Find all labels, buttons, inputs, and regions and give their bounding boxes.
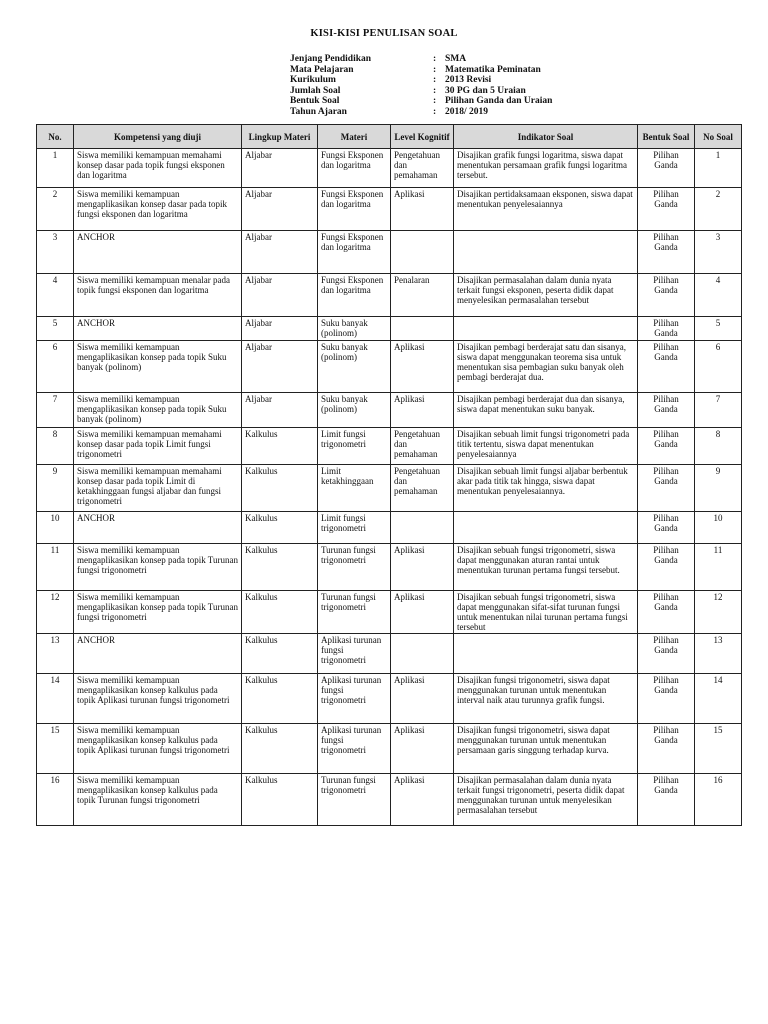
cell-level-kognitif: Aplikasi [391, 674, 454, 724]
cell-no: 14 [37, 674, 74, 724]
cell-indikator-soal [454, 634, 638, 674]
meta-colon: : [433, 85, 437, 96]
cell-bentuk-soal: Pilihan Ganda [638, 512, 695, 544]
cell-no-soal: 10 [695, 512, 742, 544]
cell-bentuk-soal: Pilihan Ganda [638, 465, 695, 512]
cell-no-soal: 5 [695, 317, 742, 341]
cell-lingkup-materi: Kalkulus [242, 544, 318, 591]
cell-no: 2 [37, 188, 74, 231]
meta-row [290, 65, 552, 76]
meta-colon: : [433, 96, 437, 106]
cell-lingkup-materi: Kalkulus [242, 634, 318, 674]
cell-bentuk-soal: Pilihan Ganda [638, 341, 695, 393]
cell-no-soal: 7 [695, 393, 742, 428]
cell-bentuk-soal: Pilihan Ganda [638, 231, 695, 274]
cell-level-kognitif: Aplikasi [391, 591, 454, 634]
cell-indikator-soal: Disajikan sebuah fungsi trigonometri, siswa dapat menggunakan sifat-sifat turunan fungsi untuk menentukan nilai turunan pertama fungsi tersebut [454, 591, 638, 634]
cell-level-kognitif [391, 231, 454, 274]
cell-level-kognitif: Pengetahuan dan pemahaman [391, 428, 454, 465]
cell-materi: Turunan fungsi trigonometri [318, 544, 391, 591]
cell-level-kognitif [391, 512, 454, 544]
meta-colon: : [433, 75, 437, 85]
cell-kompetensi: Siswa memiliki kemampuan mengaplikasikan konsep kalkulus pada topik Aplikasi turunan fungsi trigonometri [74, 724, 242, 774]
cell-materi: Fungsi Eksponen dan logaritma [318, 231, 391, 274]
cell-no-soal: 6 [695, 341, 742, 393]
cell-materi: Aplikasi turunan fungsi trigonometri [318, 724, 391, 774]
cell-materi: Suku banyak (polinom) [318, 393, 391, 428]
cell-kompetensi: ANCHOR [74, 512, 242, 544]
table-row [37, 724, 742, 774]
cell-kompetensi: Siswa memiliki kemampuan mengaplikasikan konsep pada topik Suku banyak (polinom) [74, 393, 242, 428]
cell-indikator-soal: Disajikan pembagi berderajat dua dan sisanya, siswa dapat menentukan suku banyak. [454, 393, 638, 428]
table-row [37, 774, 742, 826]
table-row [37, 188, 742, 231]
cell-lingkup-materi: Kalkulus [242, 674, 318, 724]
table-row [37, 317, 742, 341]
cell-no: 8 [37, 428, 74, 465]
cell-indikator-soal [454, 317, 638, 341]
cell-lingkup-materi: Kalkulus [242, 512, 318, 544]
cell-no-soal: 4 [695, 274, 742, 317]
cell-lingkup-materi: Aljabar [242, 393, 318, 428]
header-indikator-soal: Indikator Soal [454, 125, 638, 149]
meta-label: Tahun Ajaran [290, 106, 347, 117]
meta-label: Jumlah Soal [290, 85, 341, 96]
cell-indikator-soal [454, 512, 638, 544]
cell-no: 1 [37, 149, 74, 188]
cell-materi: Fungsi Eksponen dan logaritma [318, 188, 391, 231]
cell-no: 16 [37, 774, 74, 826]
cell-bentuk-soal: Pilihan Ganda [638, 428, 695, 465]
cell-indikator-soal: Disajikan pertidaksamaan eksponen, siswa dapat menentukan penyelesaiannya [454, 188, 638, 231]
cell-no: 15 [37, 724, 74, 774]
header-no-soal: No Soal [695, 125, 742, 149]
meta-row [290, 107, 552, 118]
cell-kompetensi: ANCHOR [74, 231, 242, 274]
cell-materi: Aplikasi turunan fungsi trigonometri [318, 634, 391, 674]
header-level-kognitif: Level Kognitif [391, 125, 454, 149]
cell-kompetensi: Siswa memiliki kemampuan mengaplikasikan konsep pada topik Suku banyak (polinom) [74, 341, 242, 393]
cell-indikator-soal: Disajikan permasalahan dalam dunia nyata terkait fungsi trigonometri, peserta didik dapat menggunakan turunan untuk menyelesikan permasalahan tersebut [454, 774, 638, 826]
table-row [37, 591, 742, 634]
cell-materi: Limit fungsi trigonometri [318, 428, 391, 465]
meta-value: 2018/ 2019 [445, 106, 489, 117]
cell-kompetensi: Siswa memiliki kemampuan mengaplikasikan konsep dasar pada topik fungsi eksponen dan logaritma [74, 188, 242, 231]
cell-lingkup-materi: Aljabar [242, 317, 318, 341]
cell-no: 10 [37, 512, 74, 544]
cell-level-kognitif: Aplikasi [391, 724, 454, 774]
meta-label: Mata Pelajaran [290, 64, 354, 75]
meta-row [290, 54, 552, 65]
cell-lingkup-materi: Aljabar [242, 274, 318, 317]
table-row [37, 274, 742, 317]
cell-materi: Fungsi Eksponen dan logaritma [318, 149, 391, 188]
cell-indikator-soal: Disajikan sebuah fungsi trigonometri, siswa dapat menggunakan aturan rantai untuk menentukan turunan pertama fungsi tersebut. [454, 544, 638, 591]
cell-bentuk-soal: Pilihan Ganda [638, 393, 695, 428]
meta-colon: : [433, 64, 437, 75]
cell-lingkup-materi: Aljabar [242, 341, 318, 393]
cell-kompetensi: Siswa memiliki kemampuan mengaplikasikan konsep kalkulus pada topik Turunan fungsi trigonometri [74, 774, 242, 826]
cell-materi: Turunan fungsi trigonometri [318, 591, 391, 634]
cell-bentuk-soal: Pilihan Ganda [638, 774, 695, 826]
cell-bentuk-soal: Pilihan Ganda [638, 634, 695, 674]
cell-indikator-soal: Disajikan fungsi trigonometri, siswa dapat menggunakan turunan untuk menentukan persamaan garis singgung terhadap kurva. [454, 724, 638, 774]
cell-level-kognitif: Penalaran [391, 274, 454, 317]
cell-bentuk-soal: Pilihan Ganda [638, 724, 695, 774]
cell-no-soal: 8 [695, 428, 742, 465]
cell-indikator-soal: Disajikan sebuah limit fungsi aljabar berbentuk akar pada titik tak hingga, siswa dapat menentukan penyelesaiannya. [454, 465, 638, 512]
cell-level-kognitif: Aplikasi [391, 544, 454, 591]
cell-bentuk-soal: Pilihan Ganda [638, 149, 695, 188]
cell-materi: Suku banyak (polinom) [318, 341, 391, 393]
table-row [37, 341, 742, 393]
meta-colon: : [433, 106, 437, 117]
cell-bentuk-soal: Pilihan Ganda [638, 317, 695, 341]
cell-lingkup-materi: Kalkulus [242, 591, 318, 634]
cell-lingkup-materi: Aljabar [242, 149, 318, 188]
meta-row [290, 86, 552, 97]
header-bentuk-soal: Bentuk Soal [638, 125, 695, 149]
cell-kompetensi: Siswa memiliki kemampuan mengaplikasikan konsep pada topik Turunan fungsi trigonometri [74, 544, 242, 591]
document-title: KISI-KISI PENULISAN SOAL [310, 28, 458, 39]
header-lingkup-materi: Lingkup Materi [242, 125, 318, 149]
cell-kompetensi: Siswa memiliki kemampuan mengaplikasikan konsep kalkulus pada topik Aplikasi turunan fungsi trigonometri [74, 674, 242, 724]
cell-indikator-soal: Disajikan pembagi berderajat satu dan sisanya, siswa dapat menggunakan teorema sisa untuk menentukan sisa pembagian suku banyak oleh pembagi berderajat dua. [454, 341, 638, 393]
cell-no-soal: 2 [695, 188, 742, 231]
cell-kompetensi: ANCHOR [74, 317, 242, 341]
cell-kompetensi: Siswa memiliki kemampuan mengaplikasikan konsep pada topik Turunan fungsi trigonometri [74, 591, 242, 634]
cell-indikator-soal: Disajikan permasalahan dalam dunia nyata terkait fungsi eksponen, peserta didik dapat menyelesikan permasalahan tersebut [454, 274, 638, 317]
cell-level-kognitif: Aplikasi [391, 341, 454, 393]
cell-indikator-soal [454, 231, 638, 274]
meta-row [290, 96, 552, 107]
cell-lingkup-materi: Aljabar [242, 231, 318, 274]
header-materi: Materi [318, 125, 391, 149]
cell-no-soal: 9 [695, 465, 742, 512]
table-row [37, 149, 742, 188]
cell-materi: Aplikasi turunan fungsi trigonometri [318, 674, 391, 724]
table-row [37, 393, 742, 428]
cell-no: 4 [37, 274, 74, 317]
meta-label: Kurikulum [290, 75, 336, 85]
cell-no: 9 [37, 465, 74, 512]
cell-no-soal: 11 [695, 544, 742, 591]
cell-no: 6 [37, 341, 74, 393]
cell-lingkup-materi: Kalkulus [242, 774, 318, 826]
cell-no-soal: 16 [695, 774, 742, 826]
meta-value: Pilihan Ganda dan Uraian [445, 96, 553, 106]
header-no: No. [37, 125, 74, 149]
cell-level-kognitif [391, 634, 454, 674]
cell-bentuk-soal: Pilihan Ganda [638, 591, 695, 634]
cell-no: 3 [37, 231, 74, 274]
meta-label: Jenjang Pendidikan [290, 54, 372, 64]
cell-lingkup-materi: Kalkulus [242, 465, 318, 512]
cell-no: 12 [37, 591, 74, 634]
cell-no: 13 [37, 634, 74, 674]
cell-no-soal: 1 [695, 149, 742, 188]
cell-indikator-soal: Disajikan fungsi trigonometri, siswa dapat menggunakan turunan untuk menentukan interval naik atau turunnya grafik fungsi. [454, 674, 638, 724]
meta-value: 2013 Revisi [445, 75, 492, 85]
cell-no: 7 [37, 393, 74, 428]
cell-no-soal: 12 [695, 591, 742, 634]
cell-indikator-soal: Disajikan grafik fungsi logaritma, siswa dapat menentukan persamaan grafik fungsi logaritma tersebut. [454, 149, 638, 188]
cell-no: 11 [37, 544, 74, 591]
cell-materi: Suku banyak (polinom) [318, 317, 391, 341]
table-row [37, 428, 742, 465]
cell-level-kognitif [391, 317, 454, 341]
cell-level-kognitif: Aplikasi [391, 774, 454, 826]
cell-level-kognitif: Aplikasi [391, 188, 454, 231]
kisi-kisi-table [36, 124, 742, 826]
cell-bentuk-soal: Pilihan Ganda [638, 274, 695, 317]
cell-lingkup-materi: Aljabar [242, 188, 318, 231]
document-meta [290, 54, 552, 117]
cell-no-soal: 3 [695, 231, 742, 274]
cell-no-soal: 15 [695, 724, 742, 774]
table-header-row [37, 125, 742, 149]
cell-bentuk-soal: Pilihan Ganda [638, 544, 695, 591]
header-kompetensi: Kompetensi yang diuji [74, 125, 242, 149]
meta-row [290, 75, 552, 86]
table-row [37, 544, 742, 591]
cell-level-kognitif: Aplikasi [391, 393, 454, 428]
cell-kompetensi: Siswa memiliki kemampuan menalar pada topik fungsi eksponen dan logaritma [74, 274, 242, 317]
cell-bentuk-soal: Pilihan Ganda [638, 188, 695, 231]
table-row [37, 465, 742, 512]
cell-materi: Fungsi Eksponen dan logaritma [318, 274, 391, 317]
table-row [37, 634, 742, 674]
cell-kompetensi: ANCHOR [74, 634, 242, 674]
table-row [37, 231, 742, 274]
cell-kompetensi: Siswa memiliki kemampuan memahami konsep dasar pada topik Limit fungsi trigonometri [74, 428, 242, 465]
cell-materi: Limit ketakhinggaan [318, 465, 391, 512]
cell-no-soal: 14 [695, 674, 742, 724]
cell-bentuk-soal: Pilihan Ganda [638, 674, 695, 724]
cell-level-kognitif: Pengetahuan dan pemahaman [391, 149, 454, 188]
cell-no: 5 [37, 317, 74, 341]
cell-lingkup-materi: Kalkulus [242, 428, 318, 465]
cell-no-soal: 13 [695, 634, 742, 674]
cell-kompetensi: Siswa memiliki kemampuan memahami konsep dasar pada topik fungsi eksponen dan logaritma [74, 149, 242, 188]
table-row [37, 512, 742, 544]
cell-level-kognitif: Pengetahuan dan pemahaman [391, 465, 454, 512]
table-row [37, 674, 742, 724]
meta-label: Bentuk Soal [290, 96, 340, 106]
cell-indikator-soal: Disajikan sebuah limit fungsi trigonometri pada titik tertentu, siswa dapat menentukan penyelesaiannya [454, 428, 638, 465]
cell-materi: Turunan fungsi trigonometri [318, 774, 391, 826]
cell-lingkup-materi: Kalkulus [242, 724, 318, 774]
meta-value: Matematika Peminatan [445, 64, 541, 75]
meta-value: SMA [445, 54, 467, 64]
meta-value: 30 PG dan 5 Uraian [445, 85, 526, 96]
cell-kompetensi: Siswa memiliki kemampuan memahami konsep dasar pada topik Limit di ketakhinggaan fungsi aljabar dan fungsi trigonometri [74, 465, 242, 512]
meta-colon: : [433, 54, 437, 64]
cell-materi: Limit fungsi trigonometri [318, 512, 391, 544]
